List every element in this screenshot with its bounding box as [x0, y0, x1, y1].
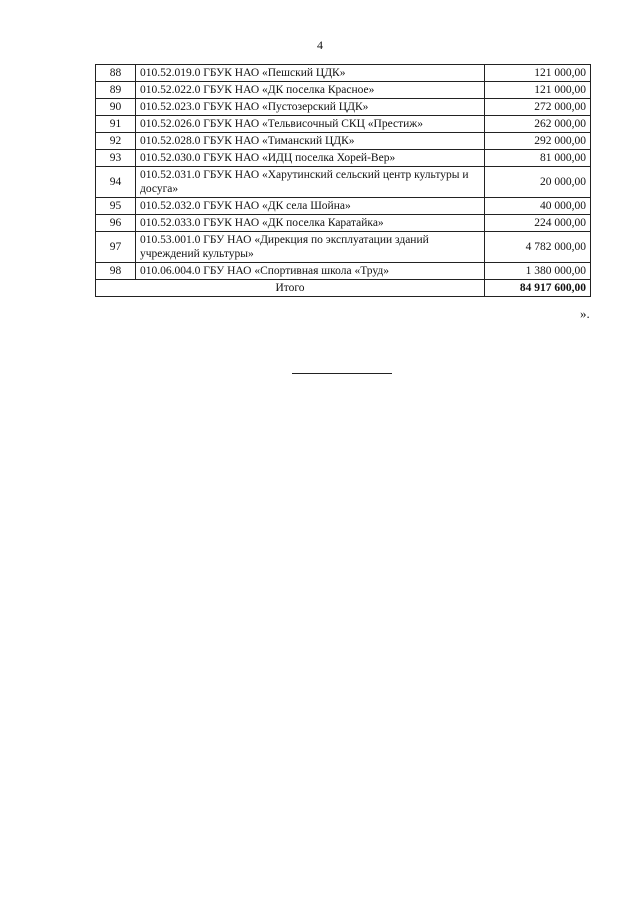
- table-row: [96, 82, 591, 99]
- table-row: [96, 232, 591, 263]
- page-number: 4: [317, 38, 323, 52]
- amount-cell: 4 782 000,00: [485, 232, 591, 263]
- institution-name: 010.52.023.0 ГБУК НАО «Пустозерский ЦДК»: [136, 99, 485, 116]
- institution-name: 010.06.004.0 ГБУ НАО «Спортивная школа «Труд»: [136, 263, 485, 280]
- total-amount: 84 917 600,00: [485, 280, 591, 297]
- table-row: [96, 116, 591, 133]
- institution-name: 010.52.019.0 ГБУК НАО «Пешский ЦДК»: [136, 65, 485, 82]
- table-row: [96, 65, 591, 82]
- table-row: [96, 133, 591, 150]
- row-number: 91: [96, 116, 136, 133]
- row-number: 96: [96, 215, 136, 232]
- total-row: [96, 280, 591, 297]
- institution-name: 010.52.026.0 ГБУК НАО «Тельвисочный СКЦ «Престиж»: [136, 116, 485, 133]
- amount-cell: 262 000,00: [485, 116, 591, 133]
- institution-name: 010.52.032.0 ГБУК НАО «ДК села Шойна»: [136, 198, 485, 215]
- budget-table: [95, 64, 591, 297]
- table-row: [96, 215, 591, 232]
- institution-name: 010.52.028.0 ГБУК НАО «Тиманский ЦДК»: [136, 133, 485, 150]
- amount-cell: 292 000,00: [485, 133, 591, 150]
- amount-cell: 272 000,00: [485, 99, 591, 116]
- row-number: 94: [96, 167, 136, 198]
- table-row: [96, 263, 591, 280]
- row-number: 98: [96, 263, 136, 280]
- row-number: 92: [96, 133, 136, 150]
- table-row: [96, 198, 591, 215]
- row-number: 95: [96, 198, 136, 215]
- amount-cell: 1 380 000,00: [485, 263, 591, 280]
- amount-cell: 121 000,00: [485, 82, 591, 99]
- institution-name: 010.52.031.0 ГБУК НАО «Харутинский сельский центр культуры и досуга»: [136, 167, 485, 198]
- table-row: [96, 99, 591, 116]
- institution-name: 010.53.001.0 ГБУ НАО «Дирекция по эксплуатации зданий учреждений культуры»: [136, 232, 485, 263]
- total-label: Итого: [96, 280, 485, 297]
- row-number: 90: [96, 99, 136, 116]
- institution-name: 010.52.022.0 ГБУК НАО «ДК поселка Красное»: [136, 82, 485, 99]
- table-row: [96, 150, 591, 167]
- amount-cell: 81 000,00: [485, 150, 591, 167]
- row-number: 89: [96, 82, 136, 99]
- row-number: 93: [96, 150, 136, 167]
- amount-cell: 40 000,00: [485, 198, 591, 215]
- institution-name: 010.52.033.0 ГБУК НАО «ДК поселка Каратайка»: [136, 215, 485, 232]
- institution-name: 010.52.030.0 ГБУК НАО «ИДЦ поселка Хорей-Вер»: [136, 150, 485, 167]
- amount-cell: 224 000,00: [485, 215, 591, 232]
- separator-line: [292, 373, 392, 374]
- row-number: 97: [96, 232, 136, 263]
- amount-cell: 121 000,00: [485, 65, 591, 82]
- amount-cell: 20 000,00: [485, 167, 591, 198]
- table-row: [96, 167, 591, 198]
- closing-quote: ».: [580, 306, 590, 321]
- row-number: 88: [96, 65, 136, 82]
